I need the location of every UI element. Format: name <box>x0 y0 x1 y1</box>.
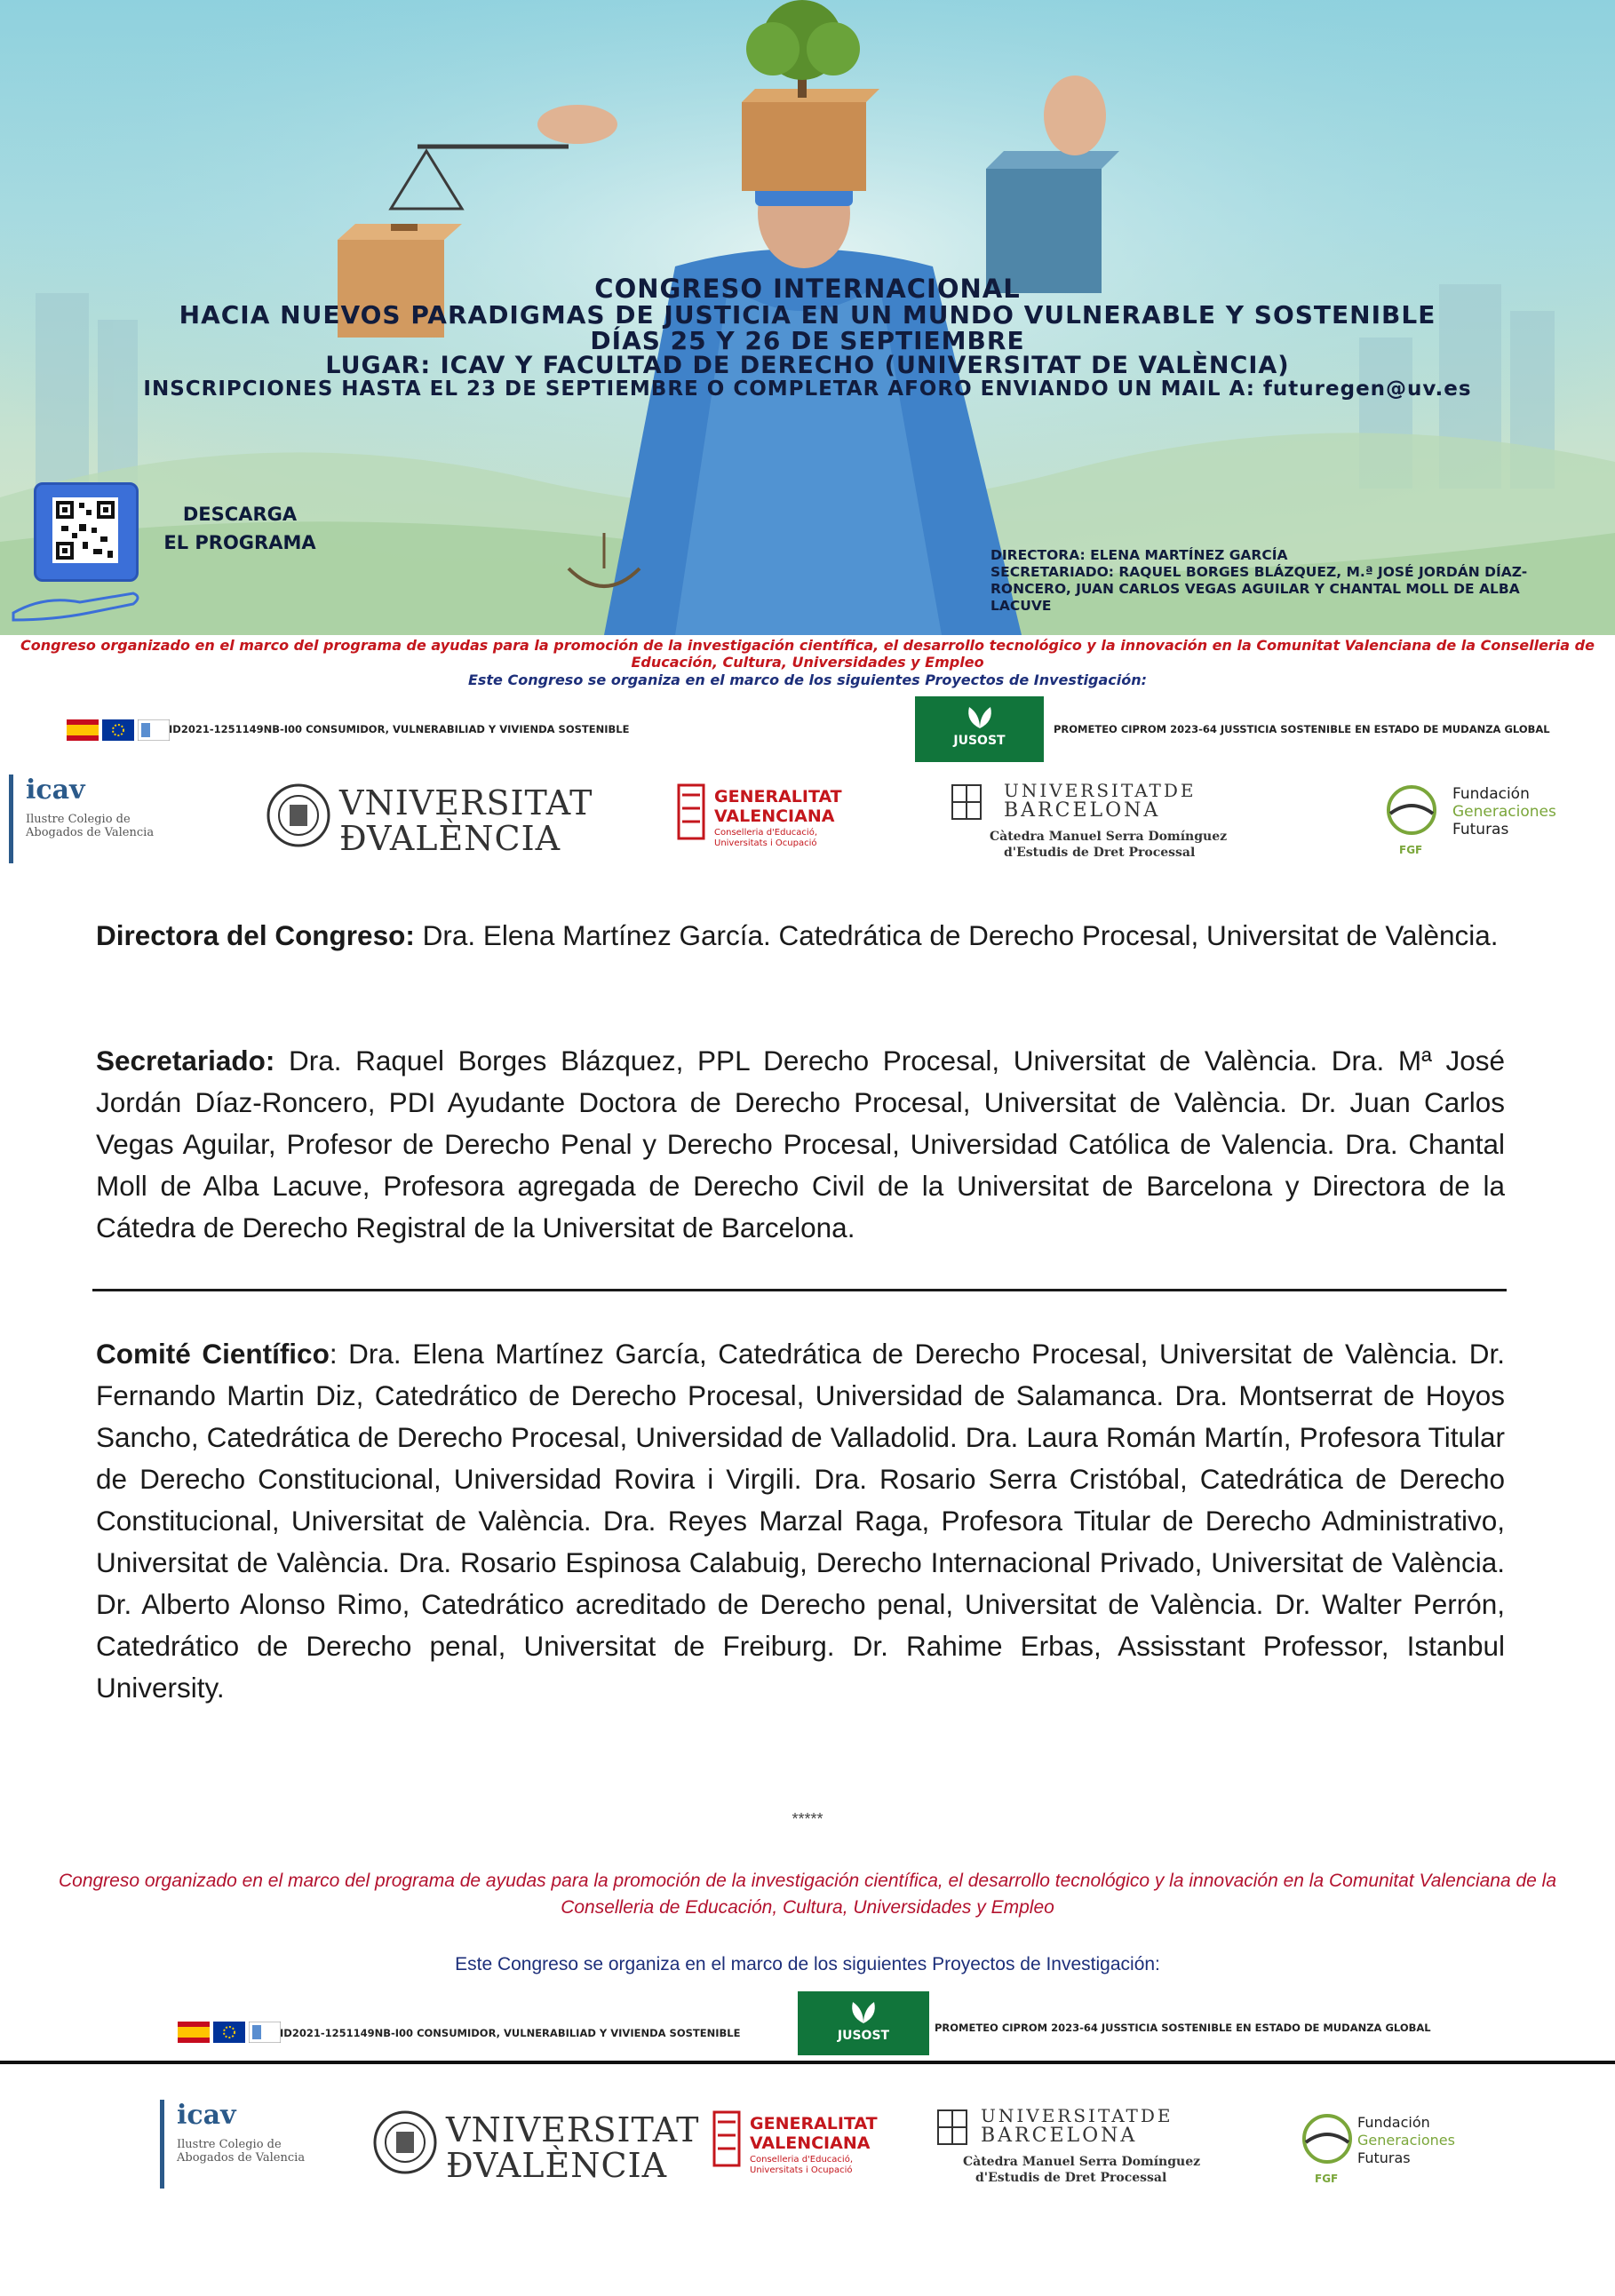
jusost-logo-bottom: JUSOST <box>798 1991 929 2055</box>
poster-banner <box>0 0 1615 635</box>
secretariado-text: Dra. Raquel Borges Blázquez, PPL Derecho Procesal, Universitat de València. Dra. Mª José Jordán Díaz-Roncero, PDI Ayudante Doctora de Derecho Procesal, Universitat de València. Dr. Juan Carlos Vegas Aguilar, Profesor de Derecho Penal y Derecho Procesal, Universidad Católica de Valencia. Dra. Chantal Moll de Alba Lacuve, Profesora agregada de Derecho Civil de la Universitat de Barcelona y Directora de la Cátedra de Derecho Registral de la Universitat de Barcelona. <box>96 1045 1505 1243</box>
directora-paragraph <box>96 915 1505 957</box>
ub-shield-icon <box>936 2109 968 2146</box>
footer-program-note: Congreso organizado en el marco del programa de ayudas para la promoción de la investigación científica, el desarrollo tecnológico y la innovación en la Comunitat Valenciana de la Conselleria de Educación, Cultura, Universidades y Empleo <box>58 1871 1557 1918</box>
poster-organizers <box>990 547 1577 615</box>
poster-secretariado: SECRETARIADO: RAQUEL BORGES BLÁZQUEZ, M.ª JOSÉ JORDÁN DÍAZ-RONCERO, JUAN CARLOS VEGAS AGUILAR Y CHANTAL MOLL DE ALBA LACUVE <box>990 564 1528 614</box>
poster-registration: INSCRIPCIONES HASTA EL 23 DE SEPTIEMBRE O COMPLETAR AFORO ENVIANDO UN MAIL A: futuregen@uv.es <box>143 377 1472 401</box>
leaf-icon <box>846 1997 881 2025</box>
uv-seal-icon <box>267 783 330 847</box>
icav-logo-bottom: icav Ilustre Colegio de Abogados de Valencia <box>160 2100 346 2189</box>
aei-logo-icon <box>138 719 170 741</box>
projects-row-bottom <box>0 1986 1615 2057</box>
gva-shield-icon <box>711 2109 743 2176</box>
directora-text: Dra. Elena Martínez García. Catedrática de Derecho Procesal, Universitat de València. <box>414 919 1499 951</box>
banner-projects-intro: Este Congreso se organiza en el marco de los siguientes Proyectos de Investigación: <box>467 671 1148 688</box>
download-program-label[interactable]: DESCARGA EL PROGRAMA <box>163 504 316 553</box>
eu-flag-icon <box>213 2022 245 2043</box>
projects-row-top <box>0 693 1615 764</box>
comite-text: : Dra. Elena Martínez García, Catedrática de Derecho Procesal, Universitat de València. Dr. Fernando Martin Diz, Catedrático de Derecho Procesal, Universidad de Salamanca. Dra. Montserrat de Hoyos Sancho, Catedrática de Derecho Procesal, Universidad de Valladolid. Dra. Laura Román Martín, Profesora Titular de Derecho Constitucional, Universidad Rovira i Virgili. Dra. Rosario Serra Cristóbal, Catedrática de Derecho Constitucional, Universitat de València. Dra. Reyes Marzal Raga, Profesora Titular de Derecho Administrativo, Universitat de València. Dra. Rosario Espinosa Calabuig, Derecho Internacional Privado, Universitat de València. Dr. Alberto Alonso Rimo, Catedrático acreditado de Derecho penal, Universitat de València. Dr. Walter Perrón, Catedrático de Derecho penal, Universitat de Freiburg. Dr. Rahime Erbas, Assisstant Professor, Istanbul University. <box>96 1338 1505 1704</box>
spain-flag-icon <box>178 2022 210 2043</box>
section-divider <box>92 1289 1507 1291</box>
ub-logo-bottom: UNIVERSITATDE BARCELONA Càtedra Manuel Serra Domínguez d'Estudis de Dret Processal <box>936 2105 1283 2187</box>
icav-logo: icav Ilustre Colegio de Abogados de Valencia <box>9 775 195 863</box>
fgf-hands-icon <box>1297 2112 1361 2169</box>
qr-code-icon <box>52 497 118 563</box>
eu-flag-icon <box>102 719 134 741</box>
poster-title-line-1: CONGRESO INTERNACIONAL <box>594 274 1021 304</box>
institutions-row-top: icav Ilustre Colegio de Abogados de Valencia VNIVERSITAT ÐVALÈNCIA GENERALITAT VALENCIANA Conselleria d'Educació, Universitats i Ocupació UNIVERSITATDE BARCELONA Càtedra Manuel Serra Domínguez d'Estudis de Dret Processal Fundación Generaciones Futuras FGF <box>0 764 1615 870</box>
ub-logo: UNIVERSITATDE BARCELONA Càtedra Manuel Serra Domínguez d'Estudis de Dret Processal <box>951 780 1297 862</box>
directora-label: Directora del Congreso: <box>96 919 415 951</box>
footer-projects-intro: Este Congreso se organiza en el marco de los siguientes Proyectos de Investigación: <box>455 1954 1160 1974</box>
leaf-icon <box>962 702 998 730</box>
ub-shield-icon <box>951 783 983 821</box>
project-code-2: PROMETEO CIPROM 2023-64 JUSSTICIA SOSTENIBLE EN ESTADO DE MUDANZA GLOBAL <box>1054 723 1550 735</box>
spain-flag-icon <box>67 719 99 741</box>
bottom-divider <box>0 2061 1615 2064</box>
institutions-row-bottom: icav Ilustre Colegio de Abogados de Valencia VNIVERSITAT ÐVALÈNCIA GENERALITAT VALENCIANA Conselleria d'Educació, Universitats i Ocupació UNIVERSITATDE BARCELONA Càtedra Manuel Serra Domínguez d'Estudis de Dret Processal Fundación Generaciones Futuras FGF <box>0 2089 1615 2196</box>
banner-program-note: Congreso organizado en el marco del programa de ayudas para la promoción de la investigación científica, el desarrollo tecnológico y la innovación en la Comunitat Valenciana de la Conselleria de Educación, Cultura, Universidades y Empleo <box>20 637 1595 671</box>
jusost-logo: JUSOST <box>915 696 1044 762</box>
hand-icon <box>9 577 151 622</box>
ministry-eu-logos-bottom <box>178 2022 281 2043</box>
poster-directora: DIRECTORA: ELENA MARTÍNEZ GARCÍA <box>990 547 1288 563</box>
secretariado-label: Secretariado: <box>96 1045 275 1076</box>
project-code-1-bottom: ID2021-1251149NB-I00 CONSUMIDOR, VULNERABILIAD Y VIVIENDA SOSTENIBLE <box>280 2027 741 2039</box>
fgf-hands-icon <box>1381 783 1445 840</box>
poster-title-line-2: HACIA NUEVOS PARADIGMAS DE JUSTICIA EN UN MUNDO VULNERABLE Y SOSTENIBLE <box>179 300 1436 330</box>
qr-code-laptop[interactable] <box>34 482 139 582</box>
comite-label: Comité Científico <box>96 1338 330 1370</box>
project-code-1: ID2021-1251149NB-I00 CONSUMIDOR, VULNERABILIAD Y VIVIENDA SOSTENIBLE <box>169 723 630 735</box>
separator-stars: ***** <box>792 1810 823 1828</box>
gva-shield-icon <box>675 782 707 849</box>
ministry-eu-logos <box>67 719 170 741</box>
secretariado-paragraph <box>96 1040 1505 1249</box>
comite-paragraph <box>96 1333 1505 1709</box>
aei-logo-icon <box>249 2022 281 2043</box>
uv-seal-icon <box>373 2110 437 2174</box>
poster-dates: DÍAS 25 Y 26 DE SEPTIEMBRE <box>590 326 1025 355</box>
project-code-2-bottom: PROMETEO CIPROM 2023-64 JUSSTICIA SOSTENIBLE EN ESTADO DE MUDANZA GLOBAL <box>935 2022 1431 2034</box>
poster-venue: LUGAR: ICAV Y FACULTAD DE DERECHO (UNIVERSITAT DE VALÈNCIA) <box>325 352 1290 379</box>
